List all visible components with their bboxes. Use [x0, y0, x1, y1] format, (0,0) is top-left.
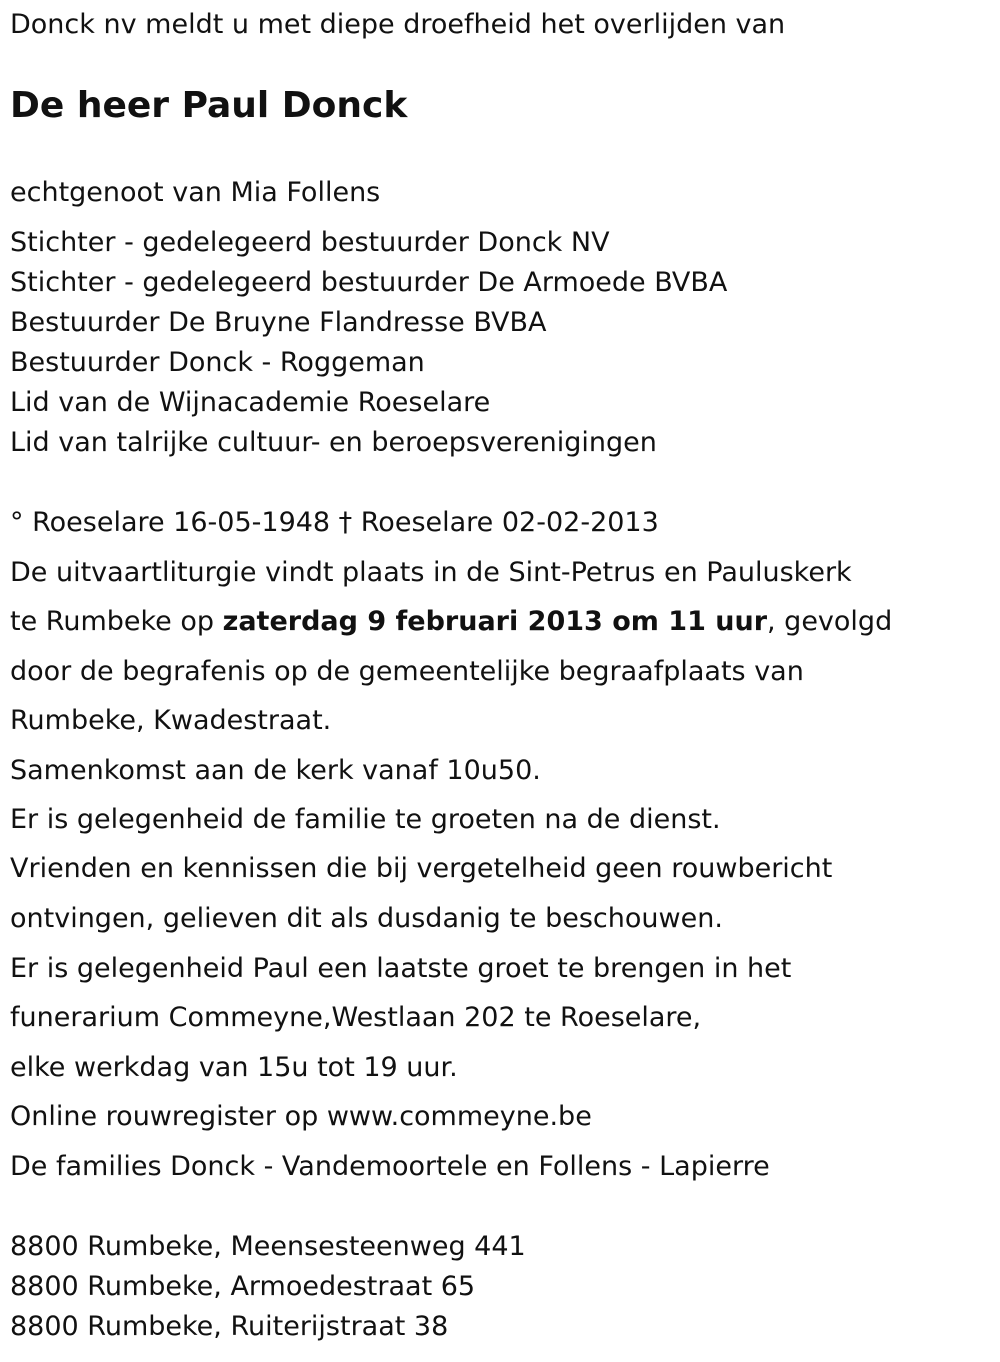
notice-line: funerarium Commeyne,Westlaan 202 te Roeselare, — [10, 1002, 702, 1033]
role-line: Stichter - gedelegeerd bestuurder De Armoede BVBA — [10, 267, 728, 298]
deceased-name: De heer Paul Donck — [10, 85, 408, 126]
notice-line: Er is gelegenheid Paul een laatste groet te brengen in het — [10, 953, 792, 984]
notice-line: ontvingen, gelieven dit als dusdanig te beschouwen. — [10, 903, 723, 934]
role-line: Lid van de Wijnacademie Roeselare — [10, 387, 491, 418]
role-line: Lid van talrijke cultuur- en beroepsverenigingen — [10, 427, 657, 458]
notice-line: Er is gelegenheid de familie te groeten na de dienst. — [10, 804, 721, 835]
funeral-line — [10, 605, 892, 639]
funeral-date-time: zaterdag 9 februari 2013 om 11 uur — [222, 606, 768, 637]
role-line: Bestuurder De Bruyne Flandresse BVBA — [10, 307, 547, 338]
funeral-line: De uitvaartliturgie vindt plaats in de Sint-Petrus en Pauluskerk — [10, 557, 852, 588]
families-line: De families Donck - Vandemoortele en Follens - Lapierre — [10, 1151, 770, 1182]
notice-line: Samenkomst aan de kerk vanaf 10u50. — [10, 755, 541, 786]
notice-line: elke werkdag van 15u tot 19 uur. — [10, 1052, 458, 1083]
address-line: 8800 Rumbeke, Ruiterijstraat 38 — [10, 1311, 449, 1342]
birth-death-dates: ° Roeselare 16-05-1948 † Roeselare 02-02-2013 — [10, 507, 659, 538]
funeral-line: door de begrafenis op de gemeentelijke begraafplaats van — [10, 656, 804, 687]
funeral-text: te Rumbeke op — [10, 606, 223, 637]
role-line: Bestuurder Donck - Roggeman — [10, 347, 425, 378]
address-line: 8800 Rumbeke, Meensesteenweg 441 — [10, 1231, 526, 1262]
notice-line: Online rouwregister op www.commeyne.be — [10, 1101, 592, 1132]
funeral-line: Rumbeke, Kwadestraat. — [10, 705, 332, 736]
address-line: 8800 Rumbeke, Armoedestraat 65 — [10, 1271, 476, 1302]
funeral-text: , gevolgd — [767, 606, 893, 637]
role-line: Stichter - gedelegeerd bestuurder Donck NV — [10, 227, 610, 258]
spouse-text: echtgenoot van Mia Follens — [10, 177, 381, 208]
intro-text: Donck nv meldt u met diepe droefheid het overlijden van — [10, 9, 786, 40]
notice-line: Vrienden en kennissen die bij vergetelheid geen rouwbericht — [10, 853, 833, 884]
